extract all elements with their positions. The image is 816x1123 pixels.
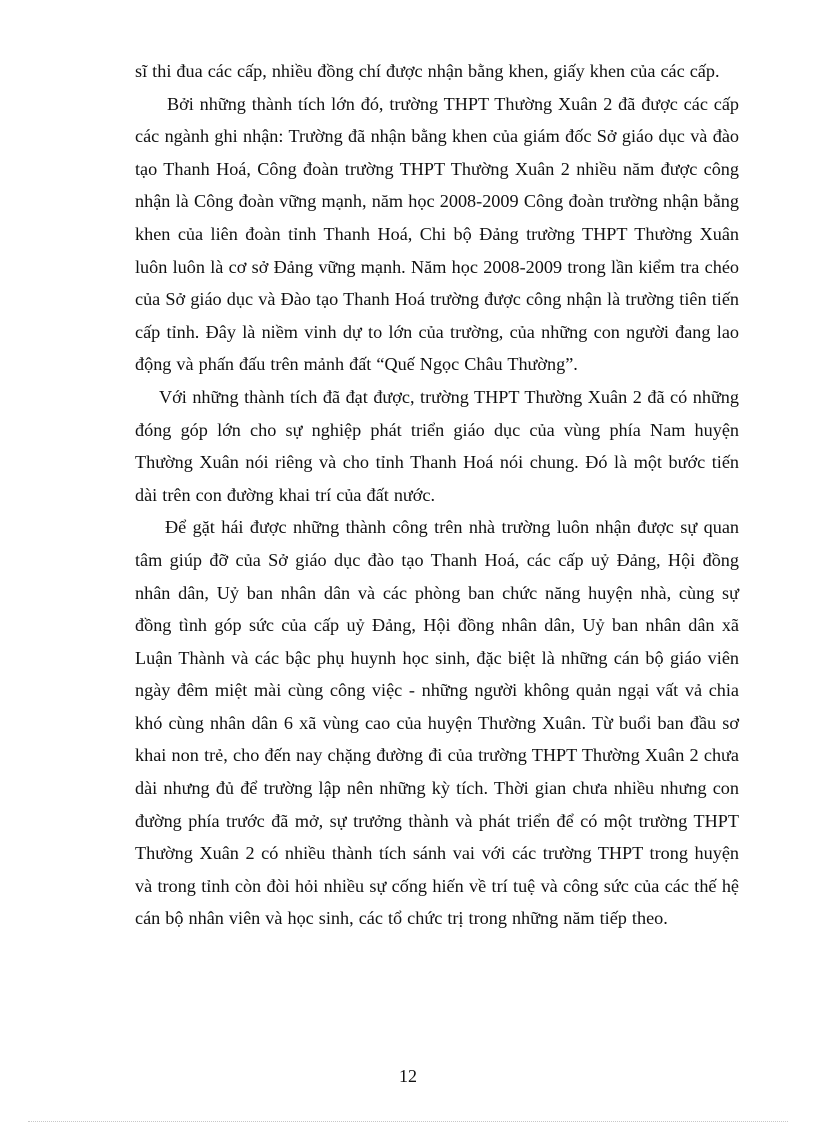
- paragraph-achievements: Bởi những thành tích lớn đó, trường THPT Thường Xuân 2 đã được các cấp các ngành ghi nhận: Trường đã nhận bằng khen của giám đốc Sở giáo dục và đào tạo Thanh Hoá, Công đoàn trường THPT Thường Xuân 2 nhiều năm được công nhận là Công đoàn vững mạnh, năm học 2008-2009 Công đoàn trường nhận bằng khen của liên đoàn tỉnh Thanh Hoá, Chi bộ Đảng trường THPT Thường Xuân luôn luôn là cơ sở Đảng vững mạnh. Năm học 2008-2009 trong lần kiểm tra chéo của Sở giáo dục và Đào tạo Thanh Hoá trường được công nhận là trường tiên tiến cấp tỉnh. Đây là niềm vinh dự to lớn của trường, của những con người đang lao động và phấn đấu trên mảnh đất “Quế Ngọc Châu Thường”.: [135, 93, 739, 375]
- paragraph-continuation: sĩ thi đua các cấp, nhiều đồng chí được nhận bằng khen, giấy khen của các cấp.: [135, 61, 720, 81]
- document-body: [135, 55, 739, 935]
- page-number: 12: [399, 1066, 417, 1086]
- paragraph-support: Để gặt hái được những thành công trên nhà trường luôn nhận được sự quan tâm giúp đỡ của Sở giáo dục đào tạo Thanh Hoá, các cấp uỷ Đảng, Hội đồng nhân dân, Uỷ ban nhân dân và các phòng ban chức năng huyện nhà, cùng sự đồng tình góp sức của cấp uỷ Đảng, Hội đồng nhân dân, Uỷ ban nhân dân xã Luận Thành và các bậc phụ huynh học sinh, đặc biệt là những cán bộ giáo viên ngày đêm miệt mài cùng công việc - những người không quản ngại vất vả chia khó cùng nhân dân 6 xã vùng cao của huyện Thường Xuân. Từ buổi ban đầu sơ khai non trẻ, cho đến nay chặng đường đi của trường THPT Thường Xuân 2 chưa dài nhưng đủ để trường lập nên những kỳ tích. Thời gian chưa nhiều nhưng con đường phía trước đã mở, sự trưởng thành và phát triển để có một trường THPT Thường Xuân 2 có nhiều thành tích sánh vai với các trường THPT trong huyện và trong tỉnh còn đòi hỏi nhiều sự cống hiến về trí tuệ và công sức của các thế hệ cán bộ nhân viên và học sinh, các tổ chức trị trong những năm tiếp theo.: [135, 517, 739, 929]
- paragraph-contributions: Với những thành tích đã đạt được, trường THPT Thường Xuân 2 đã có những đóng góp lớn cho sự nghiệp phát triển giáo dục của vùng phía Nam huyện Thường Xuân nói riêng và cho tỉnh Thanh Hoá nói chung. Đó là một bước tiến dài trên con đường khai trí của đất nước.: [135, 386, 739, 505]
- page-bottom-divider: [28, 1121, 788, 1122]
